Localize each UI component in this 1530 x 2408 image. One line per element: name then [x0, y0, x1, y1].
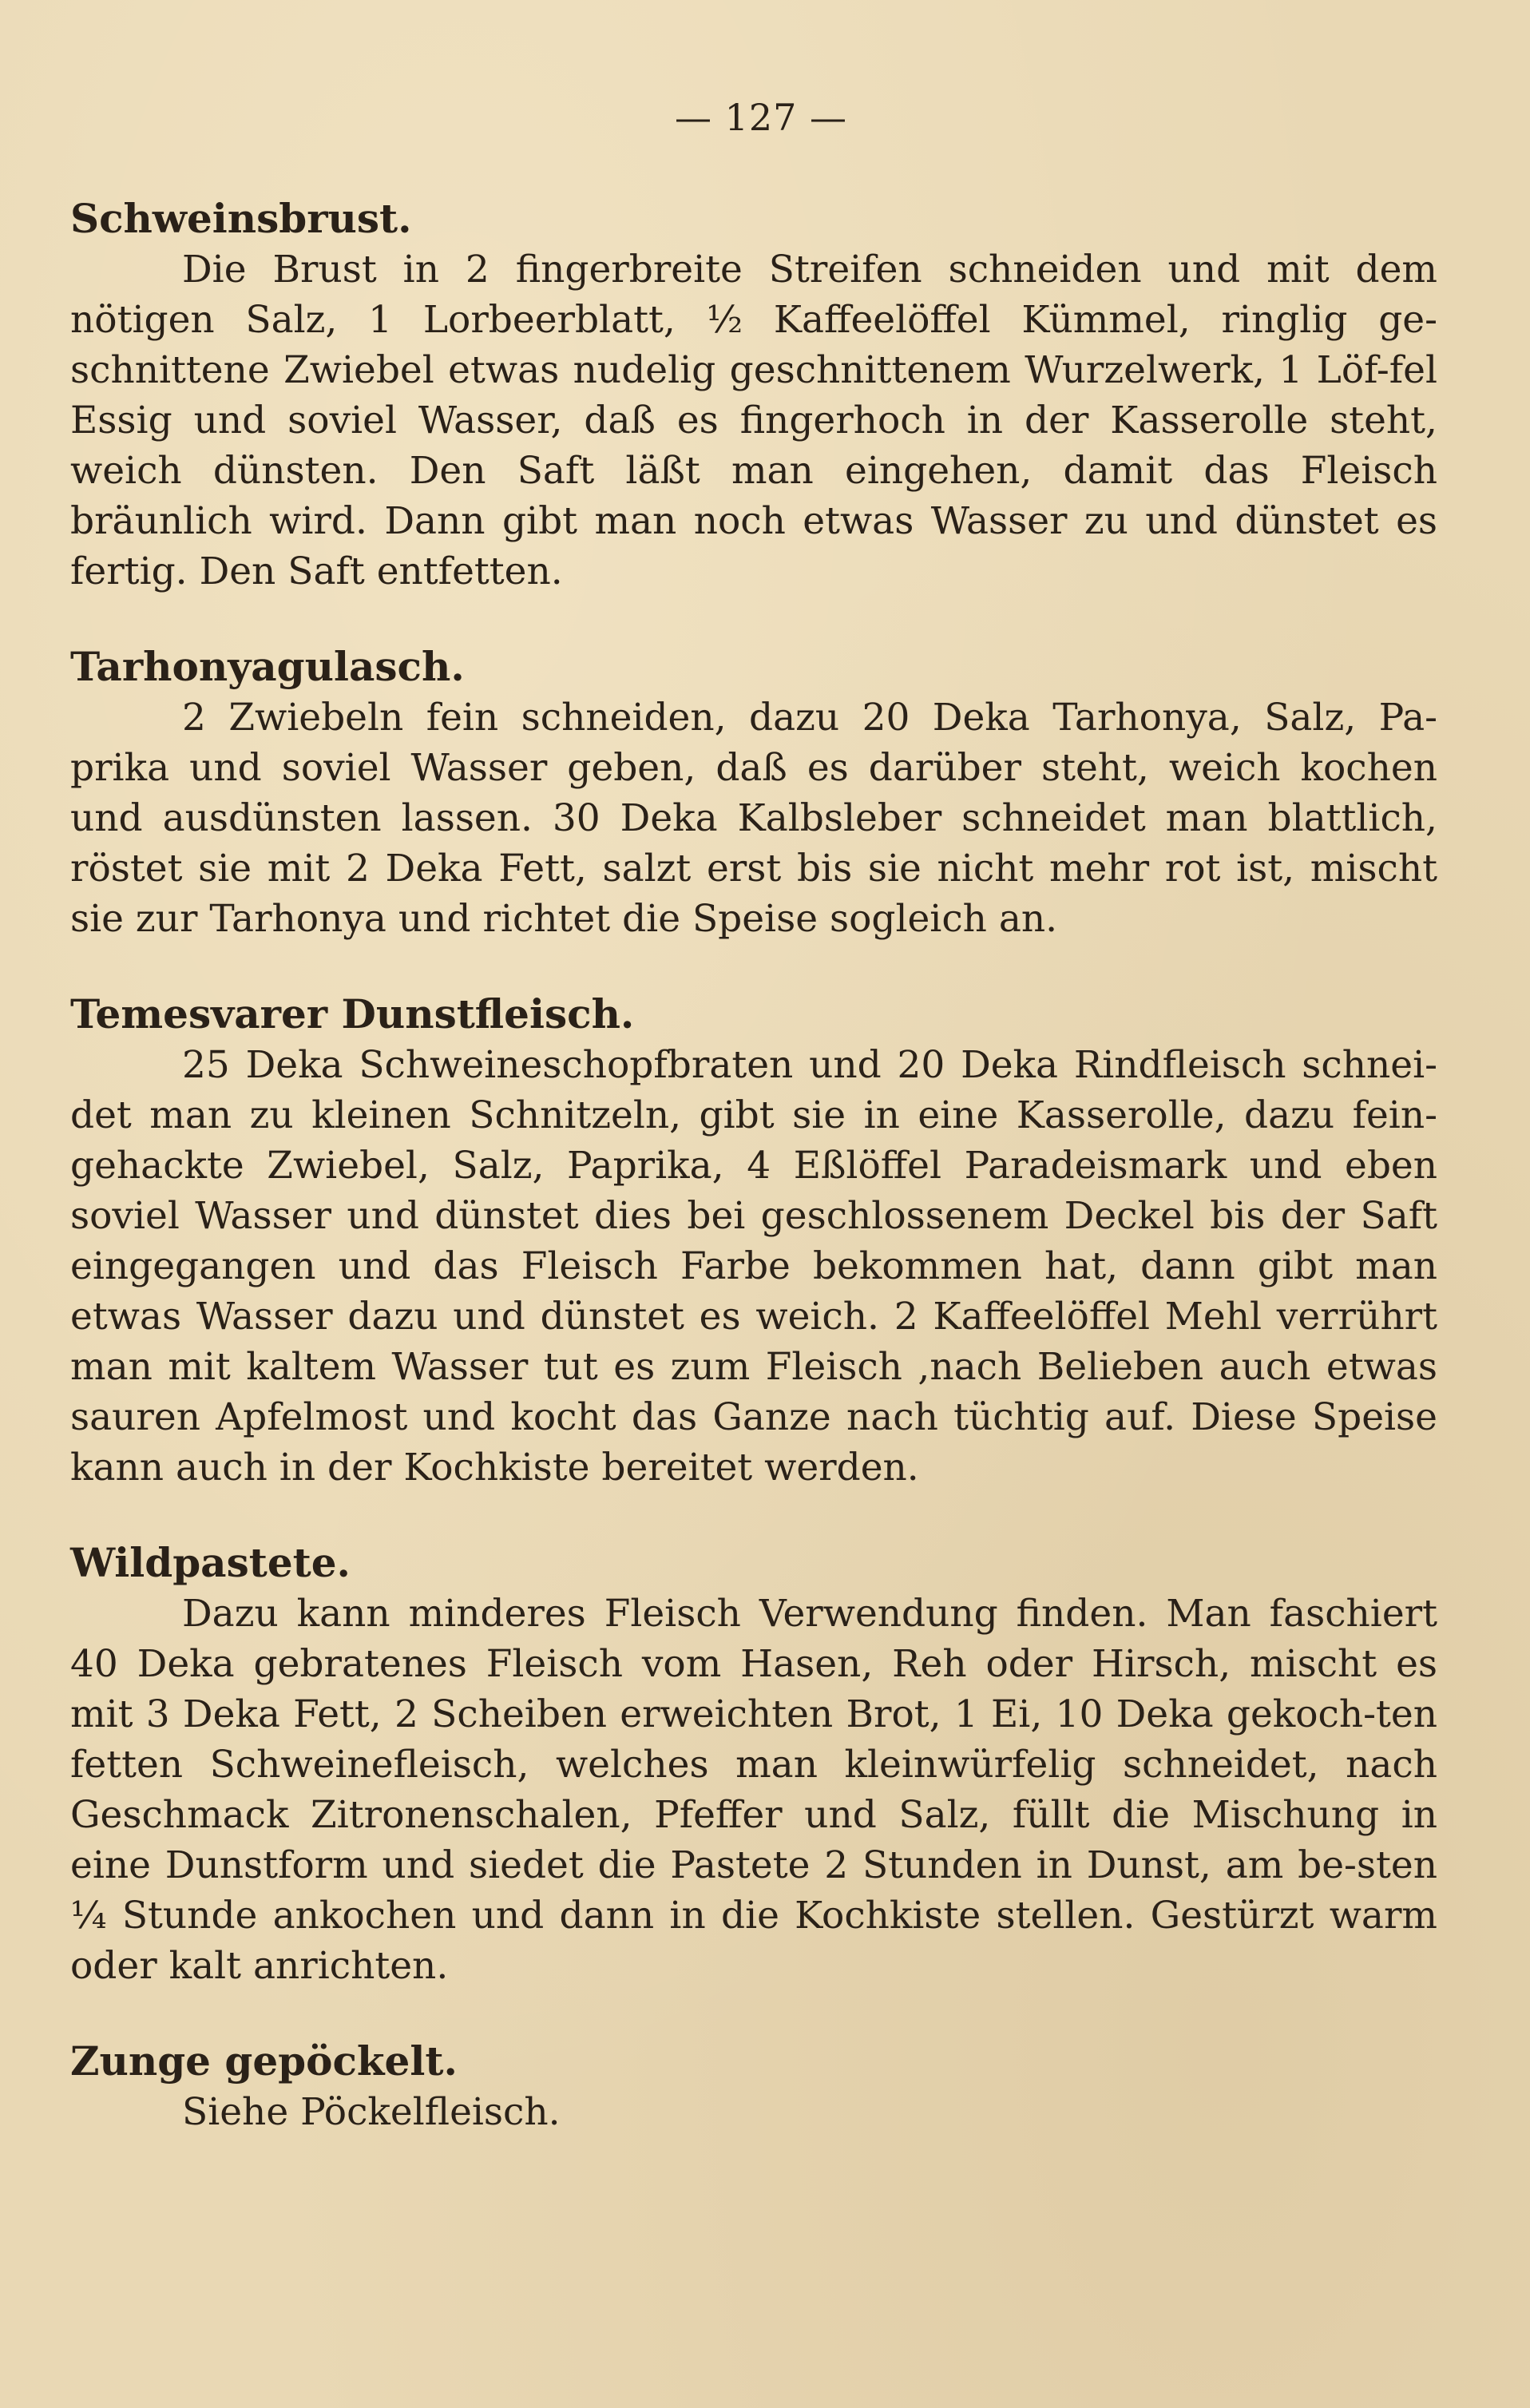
recipe-temesvarer-dunstfleisch — [70, 990, 1437, 1493]
recipe-text: Siehe Pöckelfleisch. — [182, 2090, 561, 2134]
recipe-text: Dazu kann minderes Fleisch Verwendung finden. Man faschiert 40 Deka gebratenes Fleisch vom Hasen, Reh oder Hirsch, mischt es mit 3 Deka Fett, 2 Scheiben erweichten Brot, 1 Ei, 10 Deka gekoch-ten fetten Schweinefleisch, welches man kleinwürfelig schneidet, nach Geschmack Zitronenschalen, Pfeffer und Salz, füllt die Mischung in eine Dunstform und siedet die Pastete 2 Stunden in Dunst, am be-sten ¼ Stunde ankochen und dann in die Kochkiste stellen. Gestürzt warm oder kalt anrichten. — [70, 1592, 1437, 1988]
recipe-wildpastete — [70, 1539, 1437, 1991]
recipe-title: Wildpastete. — [70, 1539, 351, 1586]
recipe-text: 25 Deka Schweineschopfbraten und 20 Deka Rindfleisch schnei-det man zu kleinen Schnitzeln, gibt sie in eine Kasserolle, dazu fein-gehackte Zwiebel, Salz, Paprika, 4 Eßlöffel Paradeismark und eben soviel Wasser und dünstet dies bei geschlossenem Deckel bis der Saft eingegangen und das Fleisch Farbe bekommen hat, dann gibt man etwas Wasser dazu und dünstet es weich. 2 Kaffeelöffel Mehl verrührt man mit kaltem Wasser tut es zum Fleisch ,nach Belieben auch etwas sauren Apfelmost und kocht das Ganze nach tüchtig auf. Diese Speise kann auch in der Kochkiste bereitet werden. — [70, 1043, 1437, 1490]
recipe-zunge-gepoeckelt — [70, 2037, 1437, 2137]
recipe-tarhonyagulasch — [70, 643, 1437, 944]
page-number: — 127 — — [674, 96, 848, 139]
recipe-title: Tarhonyagulasch. — [70, 643, 465, 690]
recipe-text: 2 Zwiebeln fein schneiden, dazu 20 Deka Tarhonya, Salz, Pa-prika und soviel Wasser geben, daß es darüber steht, weich kochen und ausdünsten lassen. 30 Deka Kalbsleber schneidet man blattlich, röstet sie mit 2 Deka Fett, salzt erst bis sie nicht mehr rot ist, mischt sie zur Tarhonya und richtet die Speise sogleich an. — [70, 696, 1437, 941]
recipe-schweinsbrust — [70, 195, 1437, 597]
recipe-text: Die Brust in 2 fingerbreite Streifen schneiden und mit dem nötigen Salz, 1 Lorbeerblatt, ½ Kaffeelöffel Kümmel, ringlig ge-schnittene Zwiebel etwas nudelig geschnittenem Wurzelwerk, 1 Löf-fel Essig und soviel Wasser, daß es fingerhoch in der Kasserolle steht, weich dünsten. Den Saft läßt man eingehen, damit das Fleisch bräunlich wird. Dann gibt man noch etwas Wasser zu und dünstet es fertig. Den Saft entfetten. — [70, 248, 1437, 593]
recipe-title: Temesvarer Dunstfleisch. — [70, 990, 635, 1037]
recipe-title: Zunge gepöckelt. — [70, 2037, 458, 2085]
recipe-title: Schweinsbrust. — [70, 195, 412, 242]
